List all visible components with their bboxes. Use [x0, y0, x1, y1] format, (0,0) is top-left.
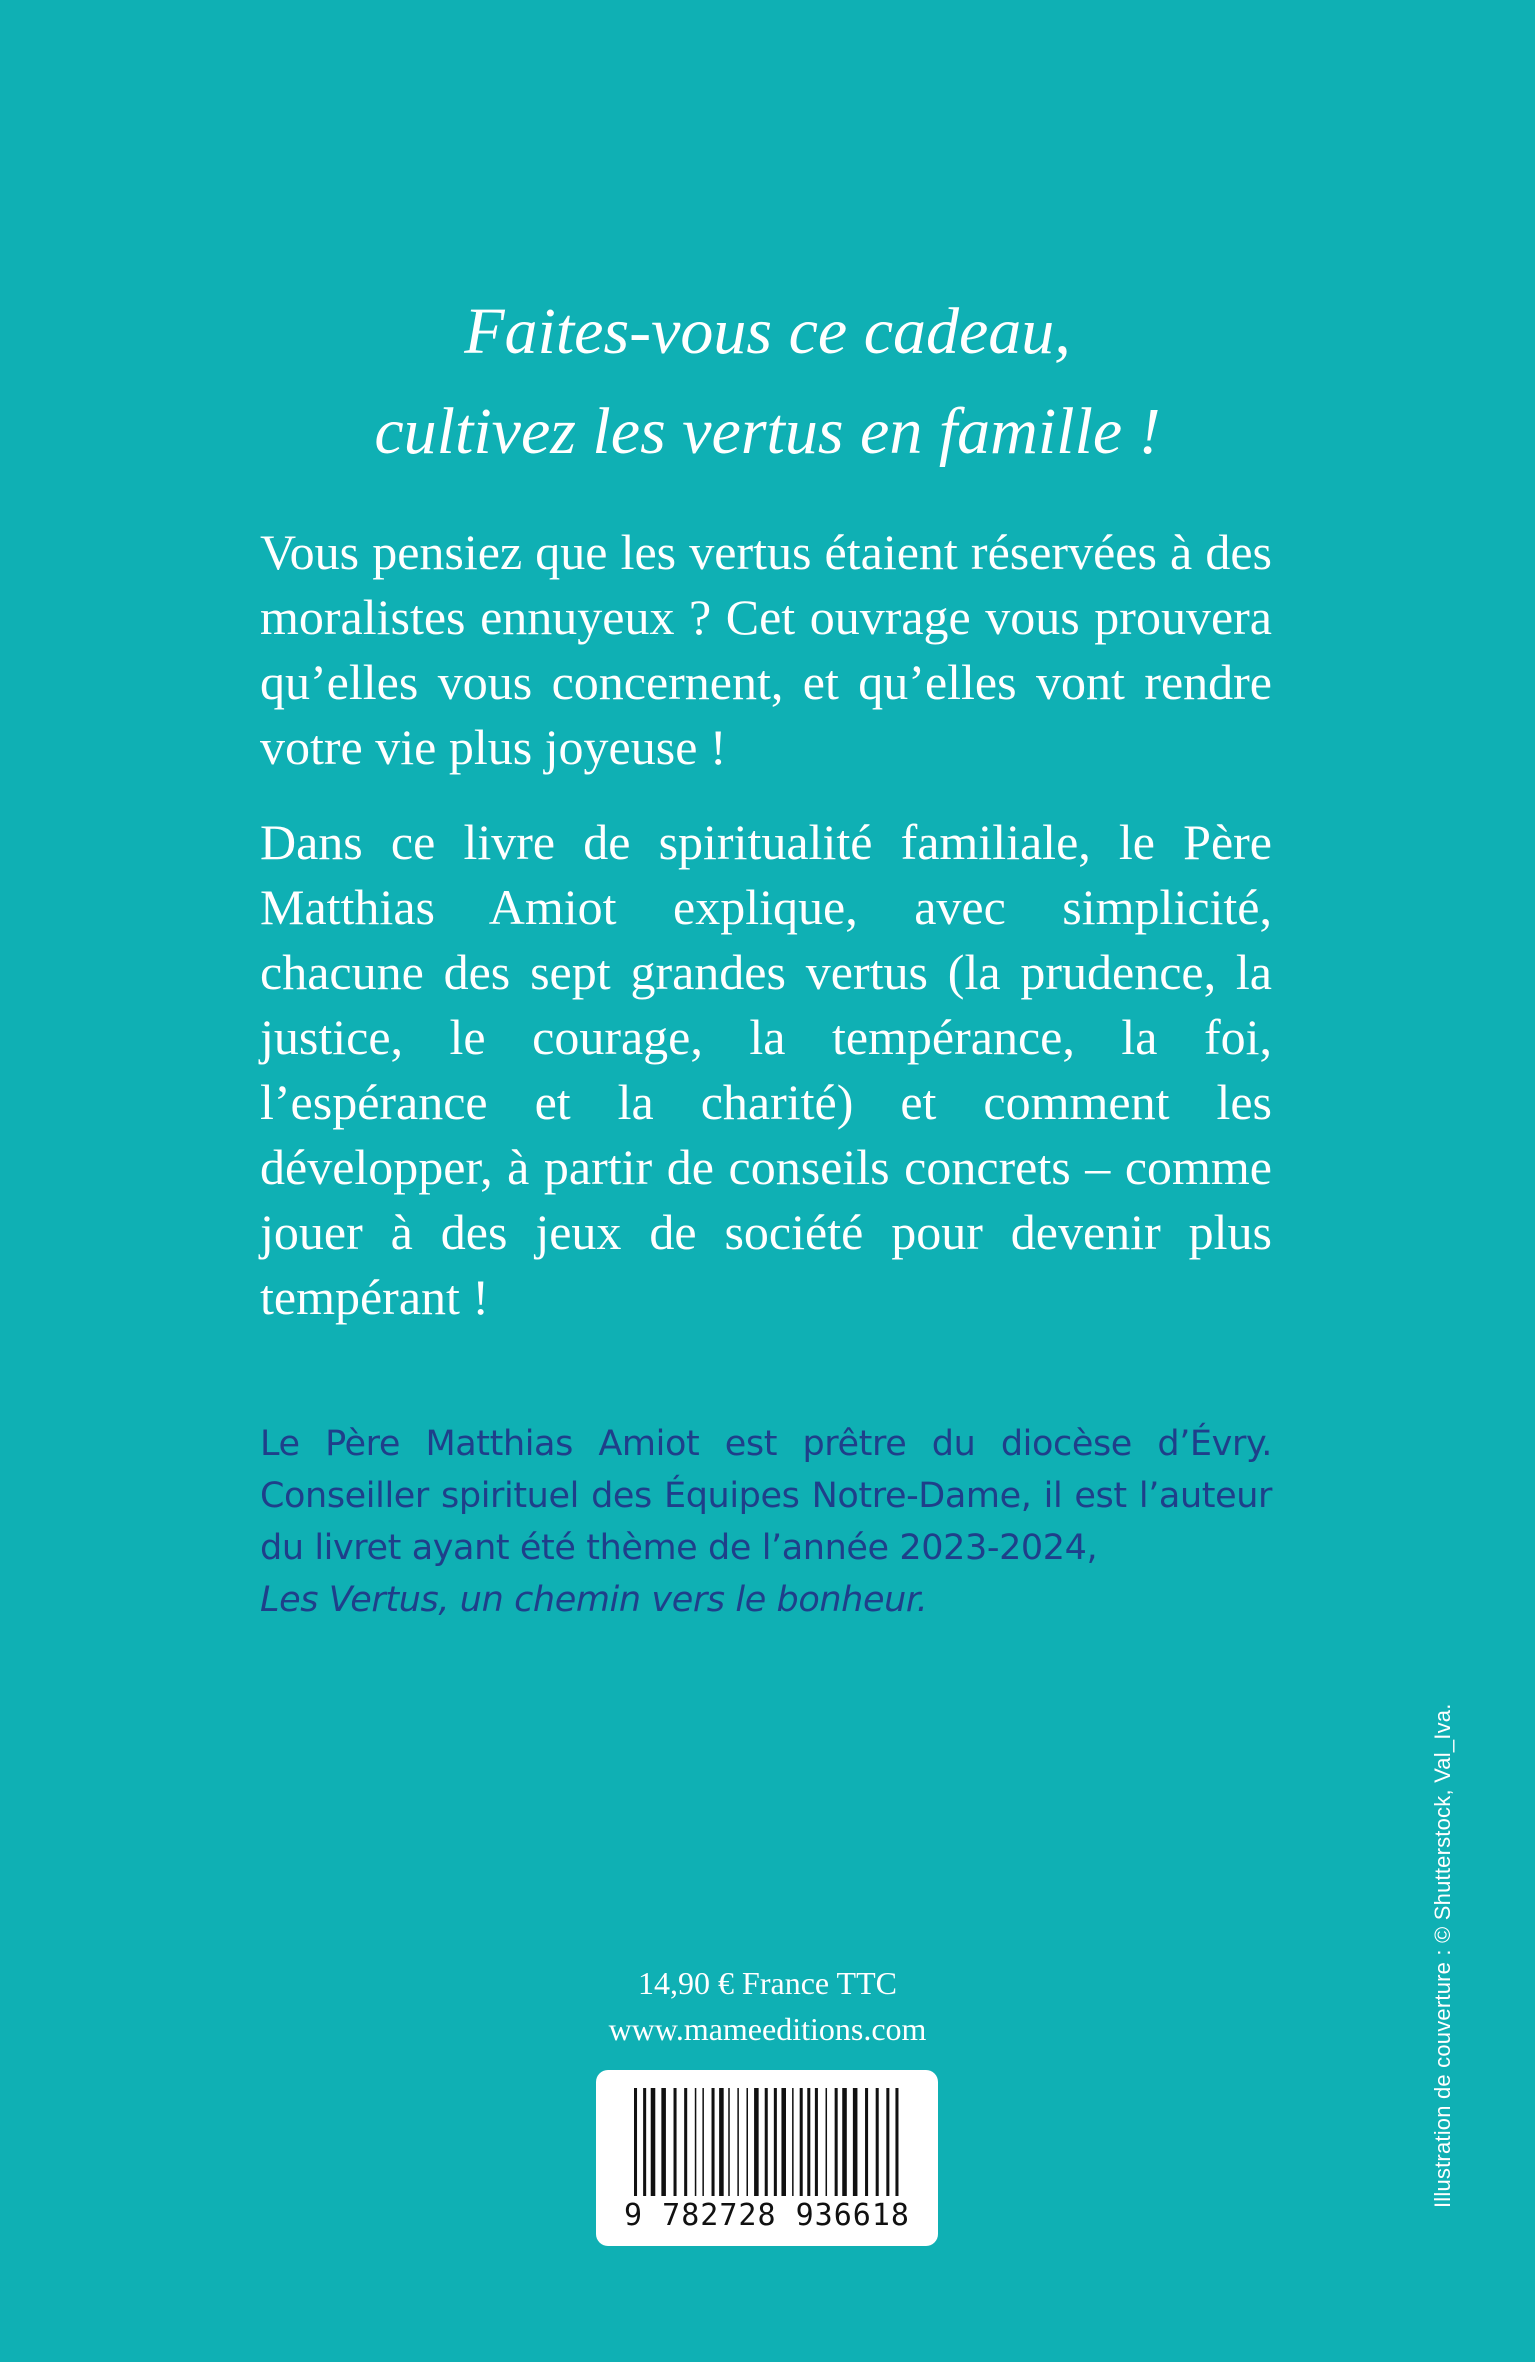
- barcode-isbn: 9 782728 936618: [624, 2198, 910, 2233]
- tagline-line-2: cultivez les vertus en famille !: [374, 395, 1161, 468]
- blurb: [260, 520, 1272, 1360]
- cover-credit: Illustration de couverture : © Shutterstock, Val_Iva.: [1430, 1703, 1455, 2208]
- tagline-line-1: Faites-vous ce cadeau,: [464, 295, 1071, 368]
- barcode-bars: [634, 2088, 900, 2196]
- barcode: [596, 2070, 938, 2246]
- website: www.mameeditions.com: [608, 2011, 927, 2047]
- price-block: [0, 1960, 1535, 2052]
- blurb-paragraph-2: Dans ce livre de spiritualité familiale, le Père Matthias Amiot explique, avec simplicité, chacune des sept grandes vertus (la prudence, la justice, le courage, la tempérance, la foi, l’espérance et la charité) et comment les développer, à partir de conseils concrets – comme jouer à des jeux de société pour devenir plus tempérant !: [260, 814, 1272, 1325]
- tagline: [0, 282, 1535, 482]
- author-bio: [260, 1418, 1272, 1626]
- blurb-paragraph-1: Vous pensiez que les vertus étaient réservées à des moralistes ennuyeux ? Cet ouvrage vous prouvera qu’elles vous concernent, et qu’elles vont rendre votre vie plus joyeuse !: [260, 524, 1272, 775]
- author-bio-book-title: Les Vertus, un chemin vers le bonheur.: [260, 1580, 928, 1620]
- author-bio-text: Le Père Matthias Amiot est prêtre du diocèse d’Évry. Conseiller spirituel des Équipes Notre-Dame, il est l’auteur du livret ayant été thème de l’année 2023-2024,: [260, 1424, 1272, 1568]
- price: 14,90 € France TTC: [638, 1965, 897, 2001]
